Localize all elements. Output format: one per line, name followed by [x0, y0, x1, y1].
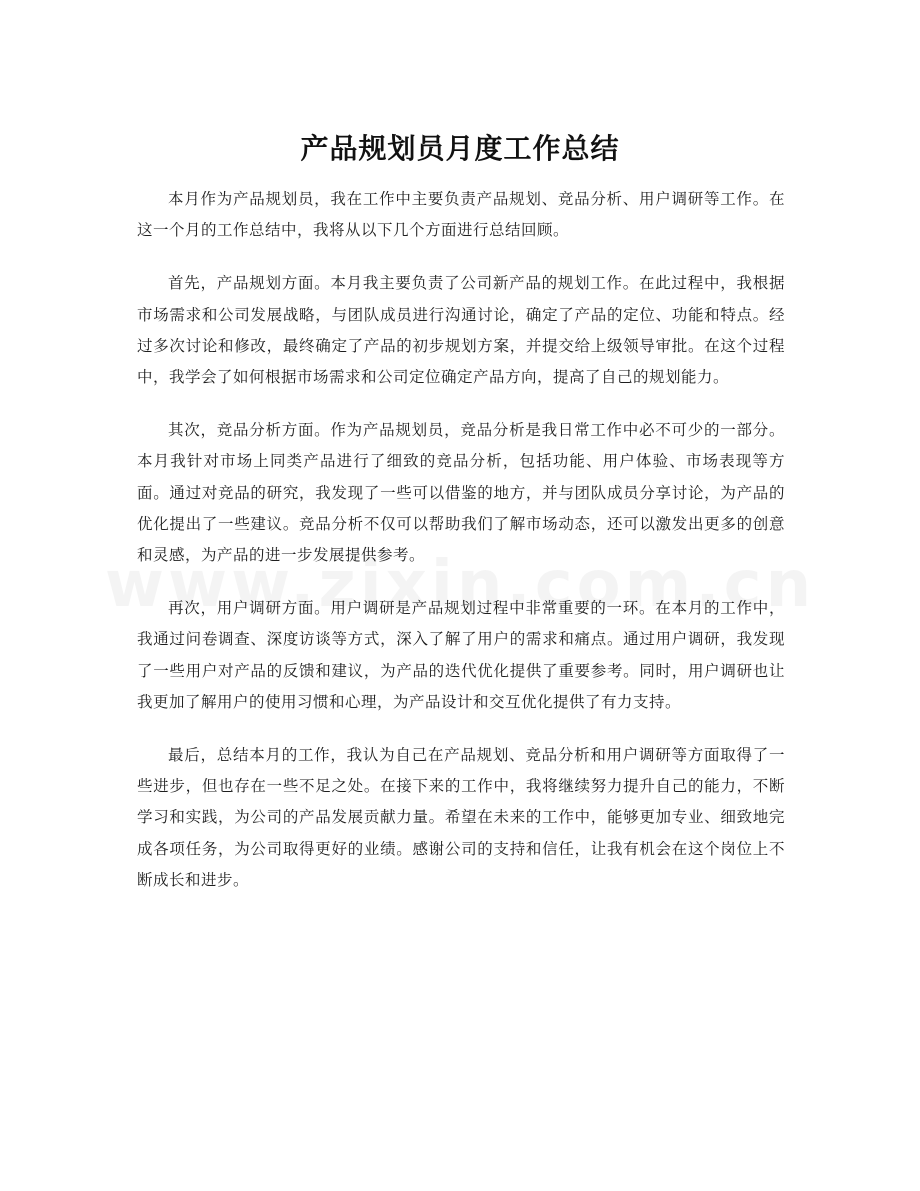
paragraph-competitor-analysis: 其次，竞品分析方面。作为产品规划员，竞品分析是我日常工作中必不可少的一部分。本月我针对市场上同类产品进行了细致的竞品分析，包括功能、用户体验、市场表现等方面。通过对竞品的研究，我发现了一些可以借鉴的地方，并与团队成员分享讨论，为产品的优化提出了一些建议。竞品分析不仅可以帮助我们了解市场动态，还可以激发出更多的创意和灵感，为产品的进一步发展提供参考。	[137, 421, 785, 565]
document-body	[137, 184, 785, 918]
paragraph-intro: 本月作为产品规划员，我在工作中主要负责产品规划、竞品分析、用户调研等工作。在这一个月的工作总结中，我将从以下几个方面进行总结回顾。	[137, 190, 785, 240]
document-title: 产品规划员月度工作总结	[300, 131, 620, 165]
paragraph-product-planning: 首先，产品规划方面。本月我主要负责了公司新产品的规划工作。在此过程中，我根据市场需求和公司发展战略，与团队成员进行沟通讨论，确定了产品的定位、功能和特点。经过多次讨论和修改，最终确定了产品的初步规划方案，并提交给上级领导审批。在这个过程中，我学会了如何根据市场需求和公司定位确定产品方向，提高了自己的规划能力。	[137, 274, 785, 387]
paragraph-user-research: 再次，用户调研方面。用户调研是产品规划过程中非常重要的一环。在本月的工作中，我通过问卷调查、深度访谈等方式，深入了解了用户的需求和痛点。通过用户调研，我发现了一些用户对产品的反馈和建议，为产品的迭代优化提供了重要参考。同时，用户调研也让我更加了解用户的使用习惯和心理，为产品设计和交互优化提供了有力支持。	[137, 599, 785, 711]
paragraph-conclusion: 最后，总结本月的工作，我认为自己在产品规划、竞品分析和用户调研等方面取得了一些进步，但也存在一些不足之处。在接下来的工作中，我将继续努力提升自己的能力，不断学习和实践，为公司的产品发展贡献力量。希望在未来的工作中，能够更加专业、细致地完成各项任务，为公司取得更好的业绩。感谢公司的支持和信任，让我有机会在这个岗位上不断成长和进步。	[137, 746, 785, 889]
